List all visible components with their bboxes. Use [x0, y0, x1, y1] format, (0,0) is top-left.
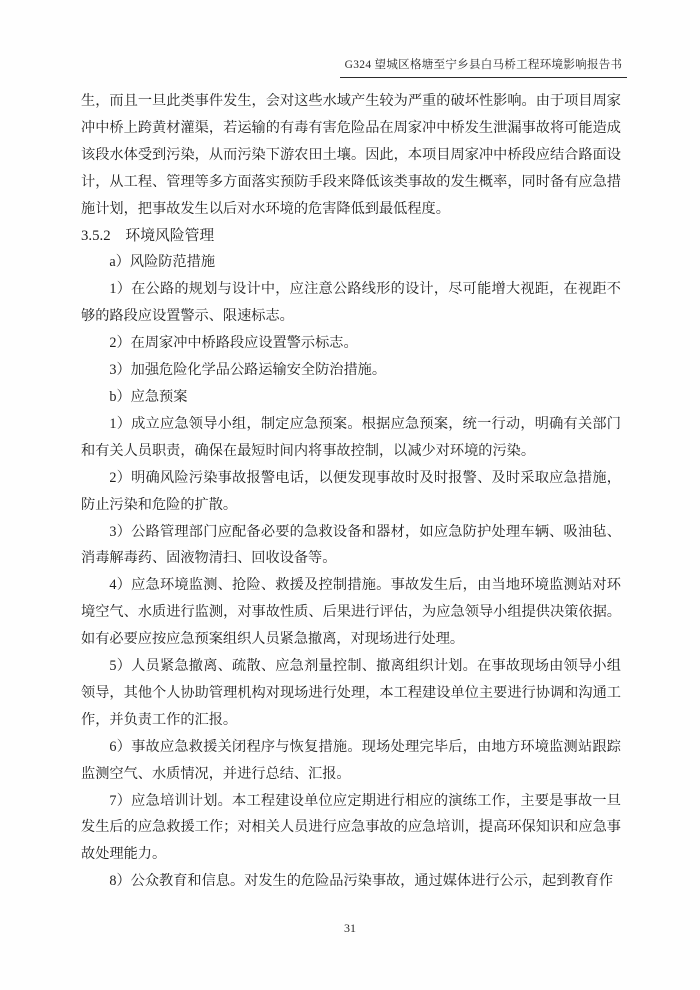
list-item-a3: 3）加强危险化学品公路运输安全防治措施。 — [109, 362, 387, 379]
list-item-b3: 3）公路管理部门应配备必要的急救设备和器材，如应急防护处理车辆、吸油毡、消毒解毒药、固液物清扫、回收设备等。 — [81, 523, 621, 567]
document-body — [81, 88, 621, 895]
paragraph-continuation: 生，而且一旦此类事件发生，会对这些水域产生较为严重的破坏性影响。由于项目周家冲中桥上跨黄材灌渠，若运输的有毒有害危险品在周家冲中桥发生泄漏事故将可能造成该段水体受到污染，从而污染下游农田土壤。因此，本项目周家冲中桥段应结合路面设计，从工程、管理等多方面落实预防手段来降低该类事故的发生概率，同时备有应急措施计划，把事故发生以后对水环境的危害降低到最低程度。 — [81, 93, 621, 217]
list-item-b: b）应急预案 — [109, 388, 188, 405]
list-item-a2: 2）在周家冲中桥路段应设置警示标志。 — [109, 335, 358, 352]
list-item-a: a）风险防范措施 — [109, 254, 216, 271]
header-title: G324 望城区格塘至宁乡县白马桥工程环境影响报告书 — [344, 59, 623, 71]
list-item-b8: 8）公众教育和信息。对发生的危险品污染事故，通过媒体进行公示，起到教育作 — [109, 873, 614, 890]
page-header-running-title — [340, 58, 627, 78]
list-item-b1: 1）成立应急领导小组，制定应急预案。根据应急预案，统一行动，明确有关部门和有关人员职责，确保在最短时间内将事故控制，以减少对环境的污染。 — [81, 415, 621, 459]
list-item-b6: 6）事故应急救援关闭程序与恢复措施。现场处理完毕后，由地方环境监测站跟踪监测空气、水质情况，并进行总结、汇报。 — [81, 738, 621, 782]
list-item-b2: 2）明确风险污染事故报警电话，以便发现事故时及时报警、及时采取应急措施，防止污染和危险的扩散。 — [81, 469, 621, 513]
list-item-b7: 7）应急培训计划。本工程建设单位应定期进行相应的演练工作，主要是事故一旦发生后的应急救援工作；对相关人员进行应急事故的应急培训，提高环保知识和应急事故处理能力。 — [81, 792, 621, 863]
list-item-b5: 5）人员紧急撤离、疏散、应急剂量控制、撤离组织计划。在事故现场由领导小组领导，其他个人协助管理机构对现场进行处理，本工程建设单位主要进行协调和沟通工作，并负责工作的汇报。 — [81, 658, 621, 728]
list-item-b4: 4）应急环境监测、抢险、救援及控制措施。事故发生后，由当地环境监测站对环境空气、水质进行监测，对事故性质、后果进行评估，为应急领导小组提供决策依据。如有必要应按应急预案组织人员紧急撤离，对现场进行处理。 — [81, 577, 621, 648]
page-number: 31 — [344, 921, 356, 935]
section-heading: 3.5.2 环境风险管理 — [81, 227, 215, 244]
page-footer — [0, 921, 700, 936]
list-item-a1: 1）在公路的规划与设计中，应注意公路线形的设计，尽可能增大视距，在视距不够的路段应设置警示、限速标志。 — [81, 281, 621, 325]
